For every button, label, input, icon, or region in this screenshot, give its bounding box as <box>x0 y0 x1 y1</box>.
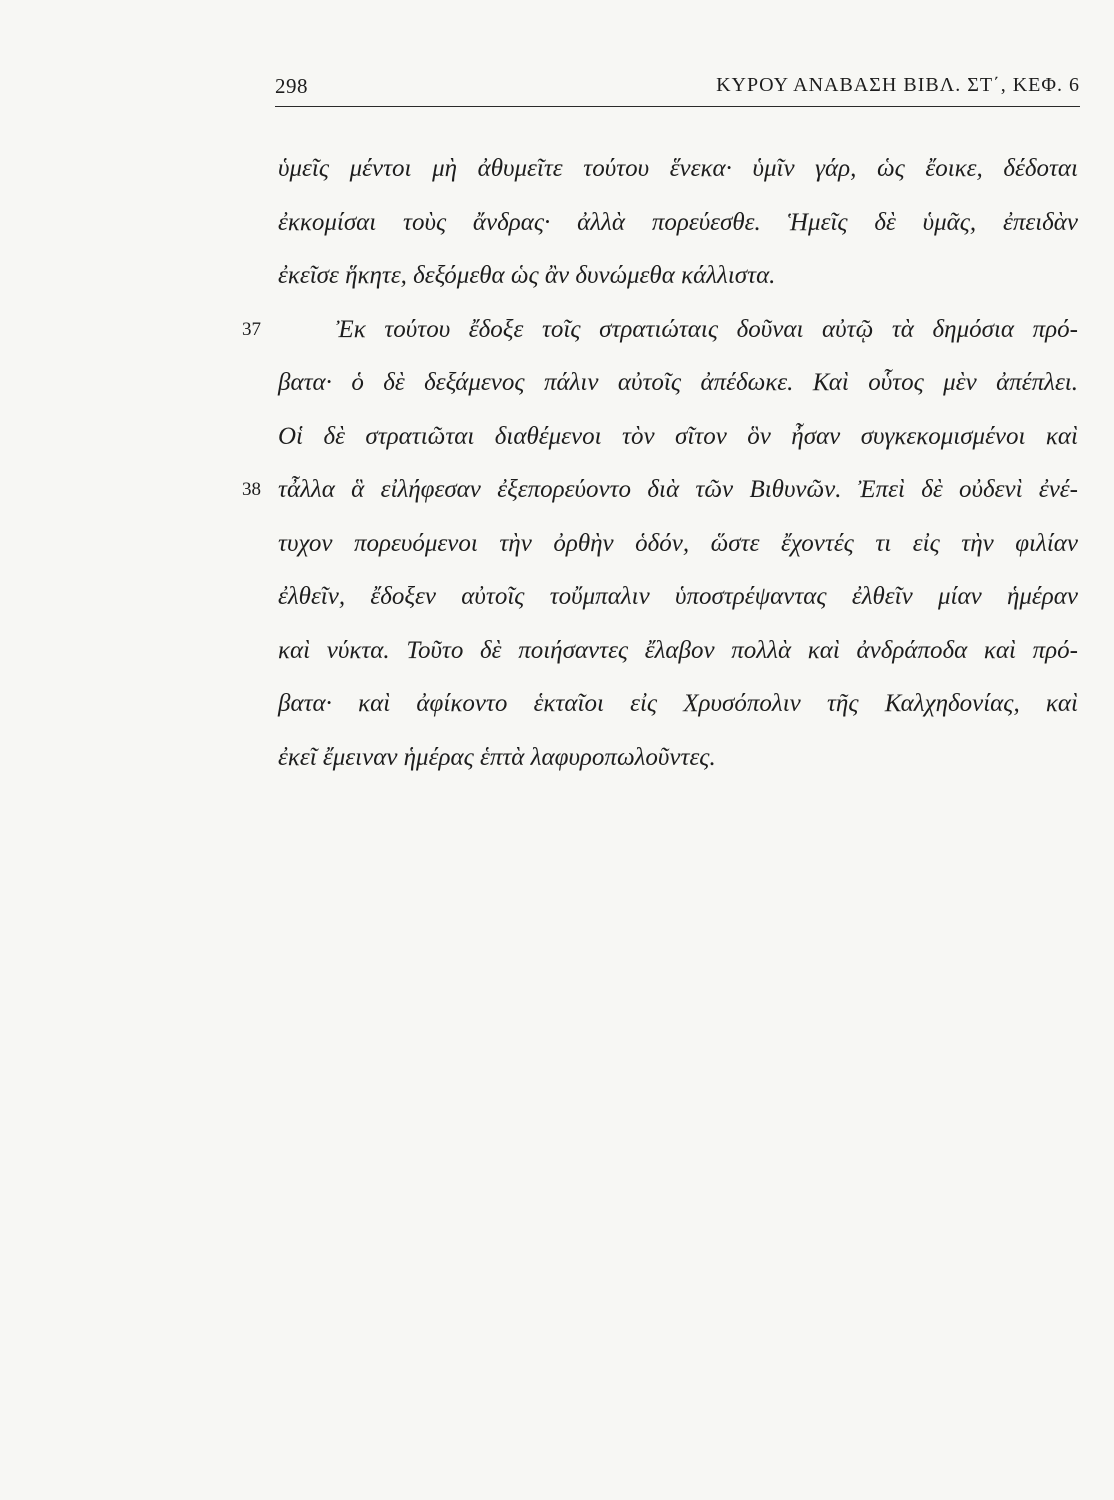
text-line <box>278 517 1078 571</box>
text-line <box>278 677 1078 731</box>
text-line <box>242 303 1078 357</box>
line-text: Ἐκ τούτου ἔδοξε τοῖς στρατιώταις δοῦναι αὐτῷ τὰ δημόσια πρό- <box>336 315 1078 343</box>
text-line <box>278 731 1078 785</box>
text-line <box>242 463 1078 517</box>
line-text: τἆλλα ἃ εἰλήφεσαν ἐξεπορεύοντο διὰ τῶν Βιθυνῶν. Ἐπεὶ δὲ οὐδενὶ ἐνέ- <box>278 476 1078 503</box>
line-text: καὶ νύκτα. Τοῦτο δὲ ποιήσαντες ἔλαβον πολλὰ καὶ ἀνδράποδα καὶ πρό- <box>278 636 1078 664</box>
text-line <box>278 410 1078 464</box>
line-text: ἐκεῖ ἔμειναν ἡμέρας ἑπτὰ λαφυροπωλοῦντες. <box>278 743 716 771</box>
line-text: ἐλθεῖν, ἔδοξεν αὐτοῖς τοὔμπαλιν ὑποστρέψαντας ἐλθεῖν μίαν ἡμέραν <box>278 583 1078 610</box>
page-number: 298 <box>275 74 308 98</box>
text-line <box>278 196 1078 250</box>
text-line <box>278 356 1078 410</box>
line-text: βατα· καὶ ἀφίκοντο ἑκταῖοι εἰς Χρυσόπολιν τῆς Καλχηδονίας, καὶ <box>278 690 1078 717</box>
line-text: τυχον πορευόμενοι τὴν ὀρθὴν ὁδόν, ὥστε ἔχοντές τι εἰς τὴν φιλίαν <box>278 529 1078 557</box>
line-text: ἐκκομίσαι τοὺς ἄνδρας· ἀλλὰ πορεύεσθε. Ἡμεῖς δὲ ὑμᾶς, ἐπειδὰν <box>278 208 1078 236</box>
section-marker: 38 <box>242 479 261 500</box>
line-text: ἐκεῖσε ἥκητε, δεξόμεθα ὡς ἂν δυνώμεθα κάλλιστα. <box>278 262 776 289</box>
running-title: ΚΥΡΟΥ ΑΝΑΒΑΣΗ ΒΙΒΛ. ΣΤ΄, ΚΕΦ. 6 <box>716 74 1080 96</box>
line-text: Οἱ δὲ στρατιῶται διαθέμενοι τὸν σῖτον ὃν ἦσαν συγκεκομισμένοι καὶ <box>278 422 1078 450</box>
text-line <box>278 142 1078 196</box>
text-line <box>278 249 1078 303</box>
section-marker: 37 <box>242 318 261 340</box>
text-line <box>278 570 1078 624</box>
page-header <box>275 74 1080 107</box>
line-text: βατα· ὁ δὲ δεξάμενος πάλιν αὐτοῖς ἀπέδωκε. Καὶ οὗτος μὲν ἀπέπλει. <box>278 369 1078 396</box>
text-line <box>278 624 1078 678</box>
greek-text-block <box>242 142 1078 784</box>
line-text: ὑμεῖς μέντοι μὴ ἀθυμεῖτε τούτου ἕνεκα· ὑμῖν γάρ, ὡς ἔοικε, δέδοται <box>278 155 1078 182</box>
